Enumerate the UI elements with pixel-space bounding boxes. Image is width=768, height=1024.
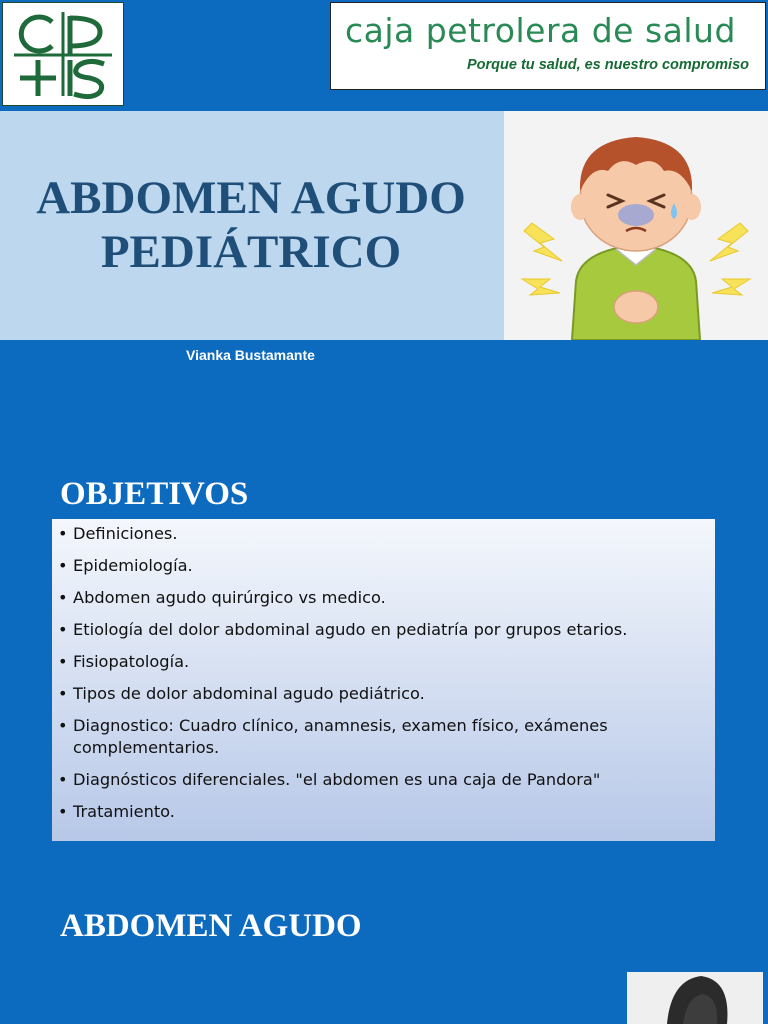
cps-logo [2,2,124,106]
list-item: • Definiciones. [58,523,705,545]
patient-photo [627,972,763,1024]
child-stomach-ache-illustration [504,111,768,340]
objetivos-list [58,523,705,823]
title-line-1: ABDOMEN AGUDO [36,172,466,224]
brand-banner [330,2,766,90]
brand-tagline: Porque tu salud, es nuestro compromiso [467,57,749,73]
list-item: • Diagnostico: Cuadro clínico, anamnesis, examen físico, exámenes complementarios. [58,715,705,759]
list-item: • Etiología del dolor abdominal agudo en pediatría por grupos etarios. [58,619,705,641]
brand-name: caja petrolera de salud [345,11,736,50]
list-item: • Epidemiología. [58,555,705,577]
objetivos-box [52,519,715,841]
page-title [0,171,502,279]
section-heading: ABDOMEN AGUDO [60,908,362,944]
author-name: Vianka Bustamante [186,347,315,363]
cps-logo-mark [8,8,118,100]
objetivos-heading: OBJETIVOS [60,476,249,512]
list-item: • Abdomen agudo quirúrgico vs medico. [58,587,705,609]
list-item: • Tratamiento. [58,801,705,823]
list-item: • Fisiopatología. [58,651,705,673]
list-item: • Diagnósticos diferenciales. "el abdomen es una caja de Pandora" [58,769,705,791]
list-item: • Tipos de dolor abdominal agudo pediátrico. [58,683,705,705]
title-line-2: PEDIÁTRICO [100,226,402,278]
